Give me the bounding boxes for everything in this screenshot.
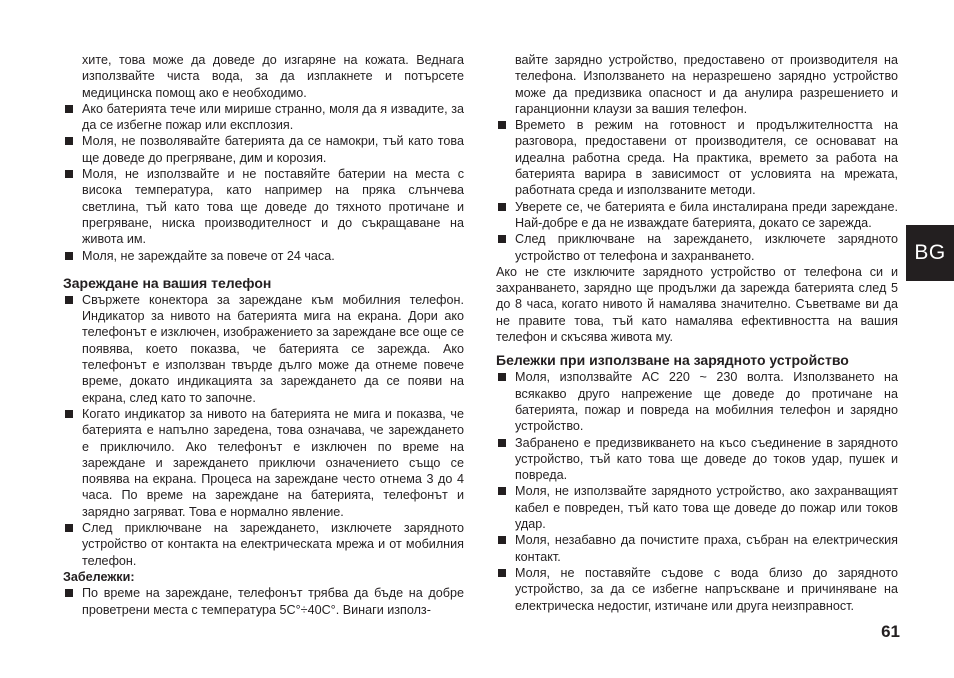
charger-bullet-voltage: Моля, използвайте AC 220 ~ 230 волта. Използването на всякакво друго напрежение ще доведе до протичане на батерията, пожар и повреда на мобилния телефон и зарядно устройство. — [496, 369, 898, 434]
language-tab: BG — [906, 225, 954, 281]
charger-bullet-water: Моля, не поставяйте съдове с вода близо до зарядното устройство, за да се избегне напръскване и причиняване на електрическа недостиг, изтичане или друга неизправност. — [496, 565, 898, 614]
charging-bullet-connect: Свържете конектора за зареждане към мобилния телефон. Индикатор за нивото на батерията мига на екрана. Дори ако телефонът е изключен, изображението за зареждане все още се появява, което показва, че батерията се зарежда. Ако телефонът е използван твърде дълго може да отнеме повече време, докато индикацията за зареждането да се появи на екрана, след като то започне. — [63, 292, 464, 406]
right-column — [496, 52, 898, 614]
page-number: 61 — [881, 622, 900, 641]
notes-heading: Забележки: — [63, 569, 135, 584]
left-intro-text: хите, това може да доведе до изгаряне на кожата. Веднага използвайте чиста вода, за да изплакнете и потърсете медицинска помощ ако е необходимо. — [82, 53, 464, 100]
charger-notes-heading: Бележки при използване на зарядното устройство — [496, 352, 849, 369]
notes-bullet-temperature: По време на зареждане, телефонът трябва да бъде на добре проветрени места с температура 5C°÷40C°. Винаги използ- — [63, 585, 464, 618]
charging-advice-paragraph: Ако не сте изключите зарядното устройство от телефона си и захранването, зарядно ще продължи да зарежда батерията след 5 до 8 часа, когато нивото й намалява значително. Съветваме ви да не правите това, тъй като намалява ефективността на вашия телефон и скъсява живота му. — [496, 264, 898, 345]
battery-bullet-wet: Моля, не позволявайте батерията да се намокри, тъй като това ще доведе до прегряване, дим и корозия. — [63, 133, 464, 166]
unplug-charger-bullet: След приключване на зареждането, изключете зарядното устройство от телефона и захранването. — [496, 231, 898, 264]
charger-bullet-dust: Моля, незабавно да почистите праха, събран на електрическия контакт. — [496, 532, 898, 565]
battery-bullet-leak: Ако батерията тече или мирише странно, моля да я извадите, за да се избегне пожар или експлозия. — [63, 101, 464, 134]
standby-bullet: Времето в режим на готовност и продължителността на разговора, предоставени от производителя, се основават на идеална работна среда. На практика, времето за работа на батерията варира в зависимост от условията на мрежата, работната среда и използваните методи. — [496, 117, 898, 198]
left-column — [63, 52, 464, 618]
install-battery-bullet: Уверете се, че батерията е била инсталирана преди зареждане. Най-добре е да не изваждате батерията, докато се зарежда. — [496, 199, 898, 232]
battery-bullet-24h: Моля, не зареждайте за повече от 24 часа. — [63, 248, 464, 264]
charger-bullet-short-circuit: Забранено е предизвикването на късо съединение в зарядното устройство, тъй като това ще доведе до токов удар, пушек и повреда. — [496, 435, 898, 484]
charger-bullet-damaged-cable: Моля, не използвайте зарядното устройство, ако захранващият кабел е повреден, тъй като това ще доведе до пожар или токов удар. — [496, 483, 898, 532]
charging-heading: Зареждане на вашия телефон — [63, 274, 272, 291]
charging-bullet-complete: Когато индикатор за нивото на батерията не мига и показва, че батерията е напълно заредена, това означава, че зареждането е приключило. Ако телефонът е изключен по време на зареждане и зареждането приключи означението също се появява на екрана. Процеса на зареждане често отнема 3 до 4 часа. По време на зареждане на батерията, телефонът и зарядно загряват. Това е нормално явление. — [63, 406, 464, 520]
charging-bullet-disconnect: След приключване на зареждането, изключете зарядното устройство от контакта на електрическата мрежа и от мобилния телефон. — [63, 520, 464, 569]
battery-bullet-heat: Моля, не използвайте и не поставяйте батерии на места с висока температура, като например на пряка слънчева светлина, тъй като това ще доведе до тяхното протичане и прегряване, ниска производителност и до съкращаване на живота им. — [63, 166, 464, 247]
right-intro-text: вайте зарядно устройство, предоставено от производителя на телефона. Използването на неразрешено зарядно устройство може да предизвика опасност и да анулира разрешението и гаранционни клаузи за вашия телефон. — [515, 53, 898, 116]
